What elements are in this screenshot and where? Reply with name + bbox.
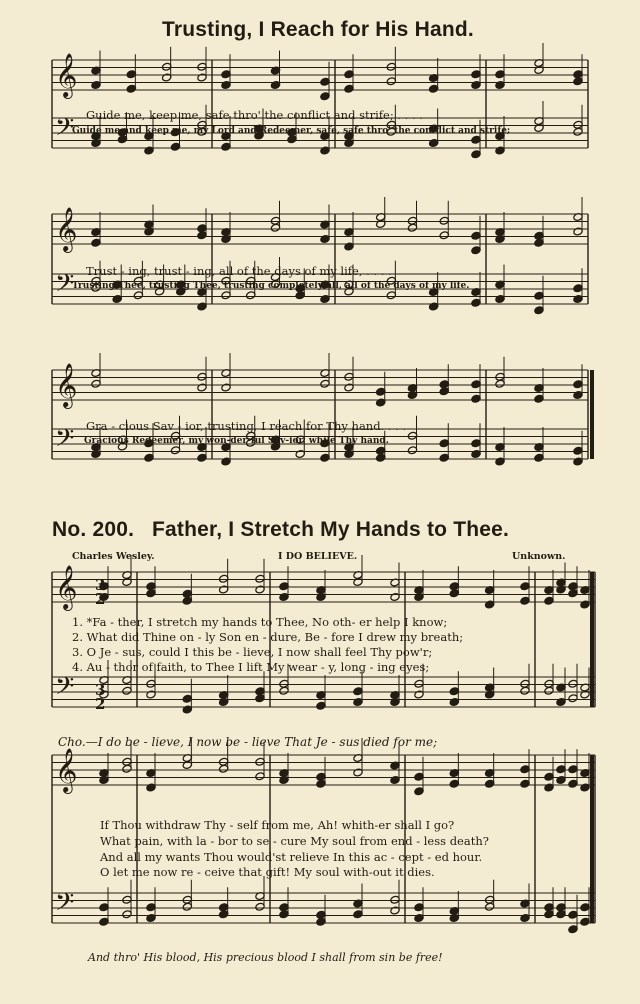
chorus-line: Cho.—I do be - lieve, I now be - lieve That Je - sus died for me; xyxy=(58,735,438,749)
verse-4-line: 4. Au - thor of faith, to Thee I lift My wear - y, long - ing eyes; xyxy=(72,660,430,674)
verse-2-line: 2. What did Thine on - ly Son en - dure, Be - fore I drew my breath; xyxy=(72,630,464,644)
hymn-1-system-3-lower-lyric: Gracious Redeemer, my won-der-ful Sav-ior, while Thy hand. xyxy=(84,436,389,446)
hymn-2-title: Father, I Stretch My Hands to Thee. xyxy=(152,518,510,541)
hymn-1-system-3-upper-lyric: Gra - cious Sav - ior, trusting, I reach for Thy hand. . . . xyxy=(86,419,407,433)
time-signature-icon: 3 xyxy=(95,681,106,699)
time-signature-icon: 3 xyxy=(95,576,106,594)
hymn-1-system-1-upper-lyric: Guide me, keep me, safe thro' the conflict and strife; . . . . xyxy=(86,108,423,122)
hymn-1-system-3-bass-clef-icon: 𝄢 xyxy=(55,424,75,459)
hymn-2-system-1-treble-clef-icon: 𝄞 xyxy=(55,565,78,609)
hymn-2-final-barline xyxy=(590,755,594,923)
hymn-2-tune: I DO BELIEVE. xyxy=(278,551,358,562)
hymn-1-system-2-upper-lyric: Trust - ing, trust - ing, all of the days of my life, . . . . xyxy=(86,264,392,278)
hymn-1-system-2-treble-clef-icon: 𝄞 xyxy=(55,207,78,251)
time-signature-icon: 2 xyxy=(95,590,106,608)
hymn-2-system-2-treble-clef-icon: 𝄞 xyxy=(55,748,78,792)
refrain-line-4: O let me now re - ceive that gift! My soul with-out it dies. xyxy=(100,865,435,879)
hymn-2-first-system-end-barline xyxy=(590,572,594,707)
hymn-1-system-3-treble-clef-icon: 𝄞 xyxy=(55,363,78,407)
refrain-line-2: What pain, with la - bor to se - cure My soul from end - less death? xyxy=(100,834,489,848)
hymn-2-author: Charles Wesley. xyxy=(72,551,155,562)
hymn-1-system-2-bass-clef-icon: 𝄢 xyxy=(55,269,75,304)
hymn-1-system-1-lower-lyric: Guide me and keep me, my Lord and Redeemer, safe, safe thro' the con-flict and strife; xyxy=(72,126,511,136)
hymn-1-system-1-bass-clef-icon: 𝄢 xyxy=(55,113,75,148)
hymn-1-final-barline xyxy=(590,370,594,459)
hymn-1-title: Trusting, I Reach for His Hand. xyxy=(162,18,474,41)
hymn-2-system-2-bass-clef-icon: 𝄢 xyxy=(55,888,75,923)
verse-3-line: 3. O Je - sus, could I this be - lieve, I now shall feel Thy pow'r; xyxy=(72,645,433,659)
hymn-2-system-1-bass-clef-icon: 𝄢 xyxy=(55,672,75,707)
bass-line-lyric: And thro' His blood, His precious blood I shall from sin be free! xyxy=(88,951,443,964)
hymn-1-system-1-treble-clef-icon: 𝄞 xyxy=(55,53,78,97)
hymn-1-system-2-lower-lyric: Trusting Thee, trusting Thee, trusting completely all, all of the days of my life. xyxy=(72,281,470,291)
refrain-line-3: And all my wants Thou would'st relieve In this ac - cept - ed hour. xyxy=(100,850,483,864)
time-signature-icon: 2 xyxy=(95,695,106,713)
refrain-line-1: If Thou withdraw Thy - self from me, Ah! whith-er shall I go? xyxy=(100,818,455,832)
hymn-2-number: No. 200. xyxy=(52,518,135,541)
hymn-2-composer: Unknown. xyxy=(512,551,566,562)
verse-1-line: 1. *Fa - ther, I stretch my hands to Thee, No oth- er help I know; xyxy=(72,615,448,629)
